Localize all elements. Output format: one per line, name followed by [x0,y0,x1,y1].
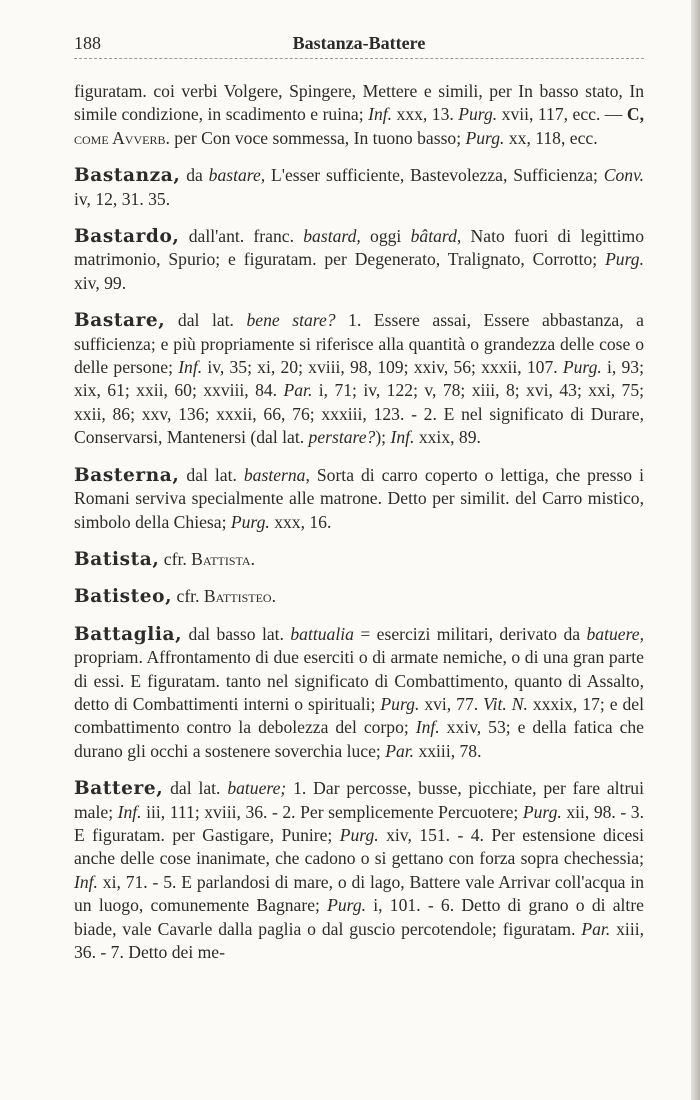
etymon: bene stare? [246,310,336,331]
etymon: perstare? [308,427,376,448]
text: xiv, 99. [74,272,127,293]
headword: Battaglia, [74,623,183,645]
reference: Inf. [368,104,393,125]
text: 1. Essere assai, Essere abbastanza, a sufficienza; e più propriamente si riferisce alla quantità o grandezza delle cose o delle persone; [74,310,644,378]
text: xvi, 77. [419,693,484,714]
text: xxiii, 78. [414,740,482,761]
etymon: basterna, [243,464,310,485]
text: xiv, 151. - 4. Per estensione dicesi anche delle cose inanimate, che cadono o si gettano con forza sopra chechessia; [74,824,644,869]
text: xi, 71. - 5. E parlandosi di mare, o di lago, Battere vale Arrivar coll'acqua in un luogo, comunemente Bagnare; [74,871,644,916]
text: per Con voce sommessa, In tuono basso; [169,127,466,148]
reference: Par. [283,380,313,401]
reference: Par. [581,918,611,939]
text: ); [375,427,391,448]
etymon: batuere, [586,623,644,644]
cross-reference: Battista. [191,548,255,569]
text: iv, 12, 31. 35. [74,188,171,209]
etymon: battualia [290,623,354,644]
reference: Conv. [603,165,644,186]
cross-reference: Battisteo. [203,586,277,607]
headword: Batisteo, [74,586,173,608]
page-number: 188 [74,33,101,53]
reference: Purg. [562,357,602,378]
text: i, 71; iv, 122; v, 78; xiii, 8; xvi, 43; xxi, 75; xxii, 86; xxv, 136; xxxii, 66, 76; xxxiii, 123. - 2. E nel significato di Durare, Conservarsi, Mantenersi (dal lat. [74,380,644,448]
headword: Bastare, [74,310,166,332]
reference: Purg. [465,127,505,148]
text: iii, 111; xviii, 36. - 2. Per semplicemente Percuotere; [141,801,523,822]
text: iv, 35; xi, 20; xviii, 98, 109; xxiv, 56; xxxii, 107. [202,357,563,378]
text: xxix, 89. [414,427,481,448]
reference: Purg. [458,104,498,125]
text: xxx, 16. [269,511,332,532]
entry-bastare [74,309,644,449]
text: i, 101. - 6. Detto di grano o di altre biade, vale Cavarle dalla paglia o dal guscio percotendole; figuratam. [74,895,644,939]
reference: Purg. [339,824,379,845]
text: 1. Dar percosse, busse, picchiate, per fare altrui male; [74,778,644,822]
text: figuratam. coi verbi Volgere, Spingere, Mettere e simili, per In basso stato, In simile condizione, in scadimento e ruina; [74,81,644,125]
text: i, 93; xix, 61; xxii, 60; xxviii, 84. [74,357,644,401]
reference: Vit. N. [483,693,528,714]
text: xx, 118, ecc. [504,127,598,148]
entry-batisteo [74,585,644,608]
text: xiii, 36. - 7. Detto dei me- [74,918,644,962]
text: cfr. [159,548,192,569]
reference: Purg. [380,693,420,714]
text: xxx, 13. [392,104,459,125]
text: dal lat. [163,778,228,799]
reference: Inf. [390,427,415,448]
text: Sorta di carro coperto o lettiga, che presso i Romani serviva specialmente alle matrone. Detto per similit. del Carro mistico, simbolo della Chiesa; [74,464,644,532]
header-rule [74,58,644,59]
headword: Battere, [74,778,164,800]
text: cfr. [172,586,204,607]
etymon: bâtard, [410,226,462,247]
text: dal basso lat. [182,623,291,644]
headword: Basterna, [74,464,180,486]
text: come Avverb. [74,127,170,148]
entry-basterna [74,464,644,534]
reference: Purg. [327,895,367,916]
text: Nato fuori di legittimo matrimonio, Spurio; e figuratam. per Degenerato, Tralignato, Corrotto; [74,226,645,270]
text: xxxix, 17; e del combattimento contro la debolezza del corpo; [74,693,644,738]
text: xii, 98. - 3. E figuratam. per Gastigare, Punire; [74,801,644,845]
text: xxiv, 53; e della fatica che durano gli occhi a sostenere soverchia luce; [74,717,644,761]
sense-label: C, [626,104,644,125]
text: L'esser sufficiente, Bastevolezza, Sufficienza; [265,165,604,186]
running-head: Bastanza-Battere [292,33,426,53]
headword: Bastanza, [74,165,181,187]
reference: Inf. [74,871,98,892]
entry-battaglia [74,623,644,763]
page-edge [691,0,700,1100]
headword: Bastardo, [74,226,180,248]
entry-bastardo [74,225,644,295]
reference: Purg. [522,801,562,822]
reference: Purg. [230,511,270,532]
etymon: batuere; [227,778,287,799]
entry-batista [74,548,644,571]
text: propriam. Affrontamento di due eserciti o di armate nemiche, o di una gran parte di essi. E figuratam. tanto nel significato di Combattimento, quanto di Assalto, detto di Combattimenti interni o spirituali; [74,647,644,714]
continuation-paragraph [74,80,644,150]
etymon: bastare, [208,165,266,186]
reference: Par. [385,740,415,761]
text: dal lat. [165,310,247,331]
reference: Inf. [415,717,440,738]
text: = esercizi militari, derivato da [353,623,587,644]
text: oggi [360,226,411,247]
etymon: bastard, [303,226,361,247]
text: dall'ant. franc. [179,226,304,247]
headword: Batista, [74,548,160,570]
entry-bastanza [74,164,644,211]
entry-battere [74,777,644,964]
reference: Purg. [605,249,644,270]
text: xvii, 117, ecc. — [497,104,627,125]
page-header [74,30,644,60]
dictionary-page [74,30,644,978]
reference: Inf. [117,801,142,822]
text: da [180,165,209,186]
text: dal lat. [179,464,244,485]
reference: Inf. [178,357,203,378]
page-body [74,80,644,964]
